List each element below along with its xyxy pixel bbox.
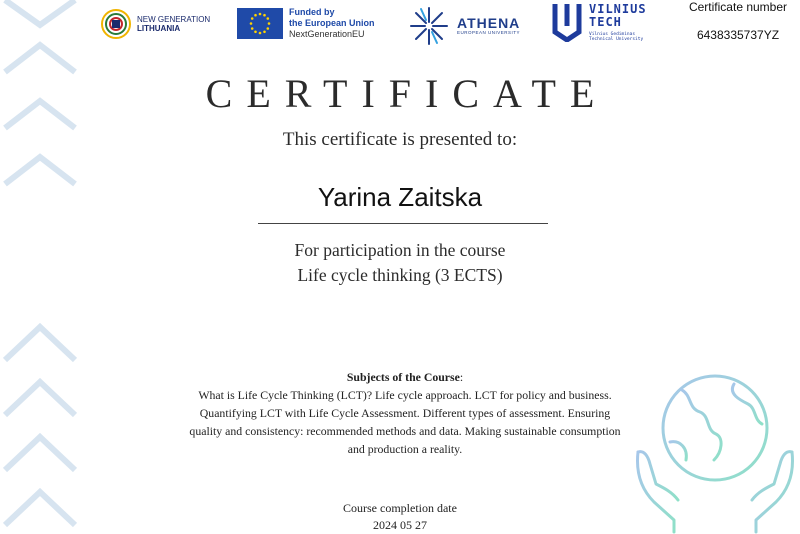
globe-in-hands-icon	[630, 360, 800, 534]
completion-date: 2024 05 27	[373, 518, 427, 532]
vilnius-sub1: Vilnius Gediminas	[589, 31, 636, 37]
certificate-number	[676, 0, 800, 45]
subjects-heading: Subjects of the Course	[346, 370, 460, 384]
certificate-number-label: Certificate number	[688, 0, 788, 14]
participation-line1: For participation in the course	[294, 240, 506, 260]
name-underline	[258, 223, 548, 224]
ngl-emblem-icon	[100, 8, 132, 40]
completion-label: Course completion date	[343, 501, 457, 515]
athena-name: ATHENA	[457, 15, 521, 31]
certificate-number-value: 6438335737YZ	[696, 28, 780, 42]
eu-line2: the European Union	[289, 18, 375, 28]
eu-line1: Funded by	[289, 7, 335, 17]
athena-logo	[407, 4, 520, 48]
course-name: Life cycle thinking (3 ECTS)	[297, 265, 503, 285]
vilnius-sub2: Technical University	[589, 36, 644, 42]
vilnius-line2: TECH	[589, 14, 622, 29]
athena-sub: EUROPEAN UNIVERSITY	[457, 30, 521, 35]
athena-star-icon	[407, 4, 451, 48]
eu-flag-icon	[237, 8, 283, 39]
ngl-line1: NEW GENERATION	[137, 15, 211, 24]
vilnius-tech-logo	[551, 2, 647, 42]
presented-to-text: This certificate is presented to:	[282, 129, 518, 150]
ngl-line2: LITHUANIA	[137, 24, 181, 33]
new-generation-lithuania-logo	[100, 8, 210, 40]
vilnius-line1: VILNIUS	[589, 1, 647, 16]
course-subjects	[185, 368, 625, 458]
subjects-text: What is Life Cycle Thinking (LCT)? Life cycle approach. LCT for policy and business. Quantifying LCT with Life Cycle Assessment. Different types of assessment. Ensuring quality and consistency: recommended methods and data. Making sustainable consumption and production a reality.	[189, 388, 621, 456]
subjects-colon: :	[459, 370, 464, 384]
vilnius-tech-emblem-icon	[551, 2, 583, 42]
eu-funding-logo	[237, 7, 375, 40]
participation-block	[0, 238, 800, 288]
certificate-title: CERTIFICATE	[205, 71, 609, 116]
eu-line3: NextGenerationEU	[289, 29, 365, 39]
recipient-name: Yarina Zaitska	[317, 182, 483, 212]
